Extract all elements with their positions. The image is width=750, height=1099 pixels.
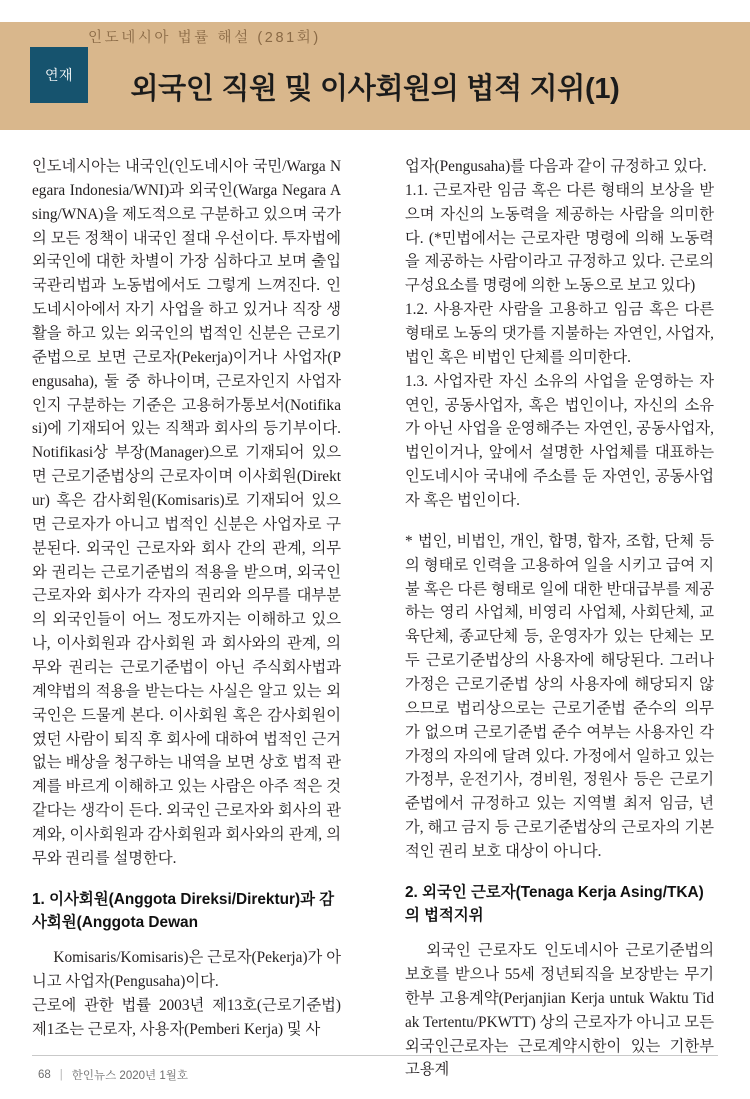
paragraph: 외국인 근로자도 인도네시아 근로기준법의 보호를 받으나 55세 정년퇴직을 보장받는 무기한부 고용계약(Perjanjian Kerja untuk Waktu Tidak Tertentu/PKWTT) 상의 근로자가 아니고 모든 외국인근로자는 근로계약시한이 있는 기한부 고용계 — [405, 942, 714, 1079]
footer-separator: | — [59, 1069, 63, 1081]
spacer — [405, 864, 714, 881]
footer-divider — [32, 1055, 718, 1056]
paragraph: 1.1. 근로자란 임금 혹은 다른 형태의 보상을 받으며 자신의 노동력을 제공하는 사람을 의미한다. (*민법에서는 근로자란 명령에 의해 노동력을 제공하는 사람이라고 규정하고 있다. 근로의 구성요소를 명령에 의한 노동으로 보고 있다) — [405, 181, 714, 295]
publication-name: 한인뉴스 2020년 1월호 — [71, 1070, 188, 1082]
page-footer — [0, 1055, 750, 1099]
page-title: 외국인 직원 및 이사회원의 법적 지위(1) — [130, 73, 620, 105]
page-number: 68 — [38, 1069, 51, 1081]
left-column — [32, 155, 341, 1041]
page-header — [0, 0, 750, 130]
paragraph: 1.2. 사용자란 사람을 고용하고 임금 혹은 다른 형태로 노동의 댓가를 지불하는 자연인, 사업자, 법인 혹은 비법인 단체를 의미한다. — [405, 301, 714, 366]
note-paragraph: * 법인, 비법인, 개인, 합명, 합자, 조합, 단체 등의 형태로 인력을 고용하여 일을 시키고 급여 지불 혹은 다른 형태로 일에 대한 반대급부를 제공하는 영리 사업체, 비영리 사업체, 사회단체, 교육단체, 종교단체 등, 운영자가 있는 단체는 모두 근로기준법상의 사용자에 해당된다. 그러나 가정은 근로기준법 상의 사용자에 해당되지 않으므로 법리상으로는 근로기준법 준수의 의무가 없으며 근로기준법 준수 여부는 사용자인 각 가정의 자의에 달려 있다. 가정에서 일하고 있는 가정부, 운전기사, 경비원, 정원사 등은 근로기준법에서 규정하고 있는 지역별 최저 임금, 년가, 해고 금지 등 근로기준법상의 근로자의 기본적인 권리 보호 대상이 아니다. — [405, 532, 714, 861]
spacer — [405, 513, 714, 530]
right-column — [405, 155, 714, 1082]
paragraph: Komisaris/Komisaris)은 근로자(Pekerja)가 아니고 사업자(Pengusaha)이다. — [32, 949, 341, 990]
spacer — [32, 871, 341, 888]
section-heading-1: 1. 이사회원(Anggota Direksi/Direktur)과 감사회원(Anggota Dewan — [32, 890, 335, 931]
paragraph: 인도네시아는 내국인(인도네시아 국민/Warga Negara Indonesia/WNI)과 외국인(Warga Negara Asing/WNA)을 제도적으로 구분하고 있으며 국가의 모든 정책이 내국인 절대 우선이다. 투자법에 외국인에 대한 차별이 가장 심하다고 보며 출입국관리법과 노동법에서도 그렇게 느껴진다. 인도네시아에서 자기 사업을 하고 있거나 직장 생활을 하고 있는 외국인의 법적인 신분은 근로기준법으로 보면 근로자(Pekerja)이거나 사업자(Pengusaha), 둘 중 하나이며, 근로자인지 사업자인지 구분하는 기준은 고용허가통보서(Notifikasi)에 기재되어 있는 직책과 회사의 등기부이다. Notifikasi상 부장(Manager)으로 기재되어 있으면 근로기준법상의 근로자이며 이사회원(Direktur) 혹은 감사회원(Komisaris)로 기재되어 있으면 근로자가 아니고 법적인 신분은 사업자로 구분된다. 외국인 근로자와 회사 간의 관계, 의무와 권리는 근로기준법의 적용을 받으며, 외국인 근로자와 회사가 각자의 권리와 의무를 대부분의 외국인들이 어느 정도까지는 이해하고 있으나, 이사회원과 감사회원 과 회사와의 관계, 의무와 권리는 근로기준법이 아닌 주식회사법과 계약법의 적용을 받는다는 사실은 알고 있는 외국인은 드물게 본다. 이사회원 혹은 감사회원이였던 사람이 퇴직 후 회사에 대하여 법적인 근거 없는 배상을 청구하는 내역을 보면 상호 법적 관계를 바르게 이해하고 있는 사람은 아주 적은 것 같다는 생각이 든다. 외국인 근로자와 회사의 관계와, 이사회원과 감사회원과 회사와의 관계, 의무와 권리를 설명한다. — [32, 158, 341, 867]
footer-content — [38, 1067, 188, 1083]
spacer — [405, 927, 714, 939]
paragraph: 업자(Pengusaha)를 다음과 같이 규정하고 있다. — [405, 158, 707, 175]
section-heading-2: 2. 외국인 근로자(Tenaga Kerja Asing/TKA)의 법적지위 — [405, 883, 704, 925]
header-kicker: 인도네시아 법률 해설 (281회) — [88, 30, 321, 46]
spacer — [32, 934, 341, 946]
paragraph: 근로에 관한 법률 2003년 제13호(근로기준법) 제1조는 근로자, 사용자(Pemberi Kerja) 및 사 — [32, 996, 341, 1038]
series-badge: 연재 — [30, 47, 88, 103]
paragraph: 1.3. 사업자란 자신 소유의 사업을 운영하는 자연인, 공동사업자, 혹은 법인이나, 자신의 소유가 아닌 사업을 운영해주는 자연인, 공동사업자, 법인이거나, 앞에서 설명한 사업체를 대표하는 인도네시아 국내에 주소를 둔 자연인, 공동사업자 혹은 법인이다. — [405, 372, 714, 510]
